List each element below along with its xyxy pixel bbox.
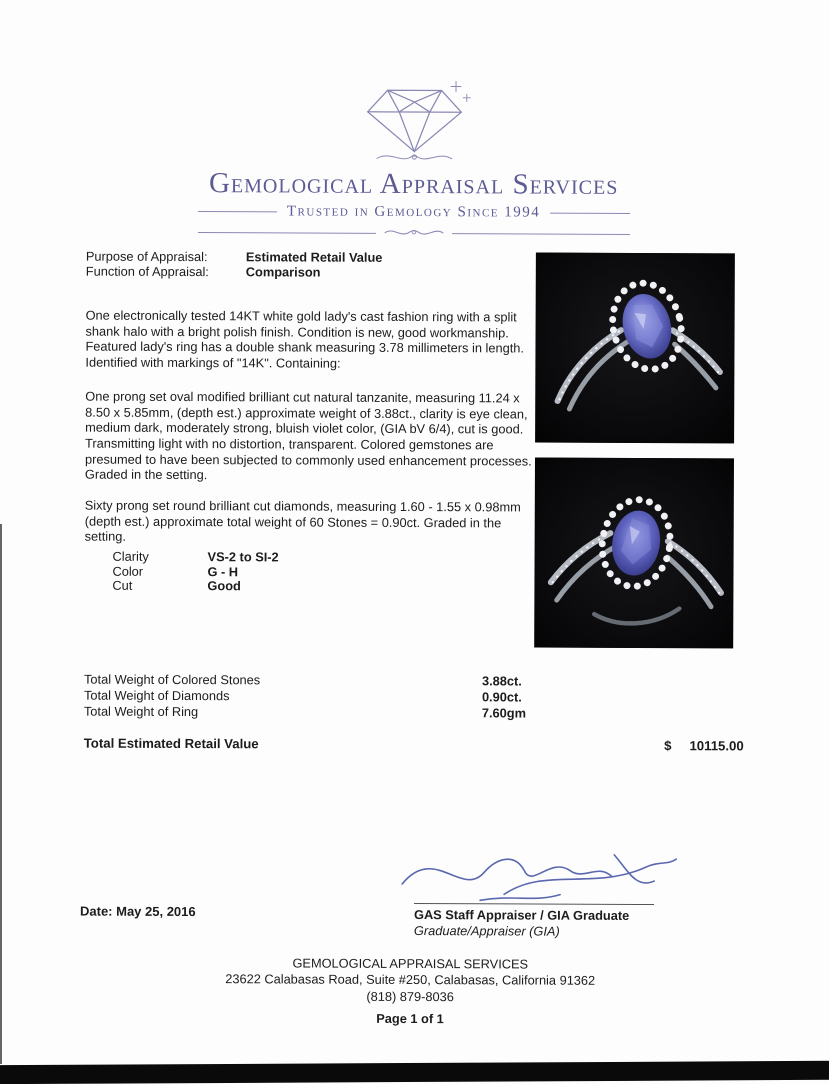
page-number: Page 1 of 1: [376, 1010, 444, 1027]
grading-row-color: [112, 564, 278, 579]
weight-totals: [84, 672, 659, 722]
appraiser-title: GAS Staff Appraiser / GIA Graduate: [413, 907, 630, 923]
appraisal-meta: [86, 249, 538, 281]
ornament-row: [197, 224, 629, 242]
tagline: Trusted in Gemology Since 1994: [286, 203, 541, 221]
cut-value: Good: [207, 578, 241, 594]
footer-address: 23622 Calabasas Road, Suite #250, Calabasas, California 91362: [225, 971, 596, 989]
ring-photo-top: [535, 253, 735, 444]
scroll-ornament-icon: [381, 225, 445, 241]
date-line: Date: May 25, 2016: [79, 903, 196, 920]
retail-amount: 10115.00: [689, 738, 744, 754]
diamonds-weight-label: Total Weight of Diamonds: [83, 687, 230, 703]
currency-symbol: $: [664, 738, 672, 754]
company-title: Gemological Appraisal Services: [208, 167, 619, 201]
description-paragraph-diamonds: Sixty prong set round brilliant cut diamonds, measuring 1.60 - 1.55 x 0.98mm (depth est.) approximate total weight of 60 Stones = 0.90ct. Graded in the setting.: [84, 497, 521, 544]
retail-value-label: Total Estimated Retail Value: [83, 735, 259, 752]
description-paragraph-tanzanite: One prong set oval modified brilliant cut natural tanzanite, measuring 11.24 x 8.50 x 5.85mm, (depth est.) approximate weight of 3.88ct., clarity is eye clean, medium dark, moderately strong, bluish violet color, (GIA bV 6/4), cut is good. Transmitting light with no distortion, transparent. Colored gemstones are presumed to have been subjected to commonly used enhancement processes. Graded in the setting.: [84, 388, 532, 483]
function-label: Function of Appraisal:: [85, 263, 209, 280]
signature-scribble: [384, 836, 684, 912]
diamond-logo-icon: [350, 76, 478, 167]
grading-row-clarity: [113, 550, 279, 565]
colored-stones-label: Total Weight of Colored Stones: [84, 671, 261, 688]
description-paragraph-ring: One electronically tested 14KT white gold lady's cast fashion ring with a split shank halo with a bright polish finish. Condition is new, good workmanship. Featured lady's ring has a double shank measuring 3.78 millimeters in length. Identified with markings of "14K". Containing:: [85, 307, 525, 371]
ring-weight-label: Total Weight of Ring: [83, 703, 199, 719]
ring-weight-value: 7.60gm: [481, 704, 527, 721]
cut-label: Cut: [112, 577, 133, 593]
color-label: Color: [112, 563, 144, 579]
footer: [0, 954, 825, 1029]
purpose-label: Purpose of Appraisal:: [85, 248, 208, 265]
rule-left: [198, 211, 277, 212]
function-row: [86, 264, 538, 281]
appraiser-block: [414, 903, 654, 939]
clarity-value: VS-2 to SI-2: [207, 549, 279, 565]
ring-illustration-bottom: [534, 458, 734, 649]
ring-photo-bottom: [534, 458, 734, 649]
color-value: G - H: [207, 563, 239, 579]
rule-right: [550, 213, 629, 214]
rule-bottom-right: [451, 233, 629, 235]
retail-value: [664, 738, 744, 753]
footer-phone: (818) 879-8036: [366, 988, 454, 1004]
total-row-ring: [84, 703, 659, 721]
header: [197, 75, 630, 242]
purpose-value: Estimated Retail Value: [245, 249, 383, 265]
total-estimated-retail-value-row: [84, 736, 744, 754]
diamonds-weight-value: 0.90ct.: [481, 689, 522, 705]
scan-edge-left: [0, 524, 2, 1064]
rule-bottom-left: [197, 232, 375, 234]
tagline-row: [198, 203, 630, 222]
clarity-label: Clarity: [112, 548, 149, 564]
diamond-grading-table: [112, 550, 278, 595]
appraiser-subtitle: Graduate/Appraiser (GIA): [413, 922, 560, 939]
footer-company: GEMOLOGICAL APPRAISAL SERVICES: [292, 955, 529, 972]
function-value: Comparison: [245, 264, 321, 280]
grading-row-cut: [112, 579, 278, 594]
colored-stones-value: 3.88ct.: [481, 673, 522, 689]
ring-illustration-top: [535, 253, 735, 444]
